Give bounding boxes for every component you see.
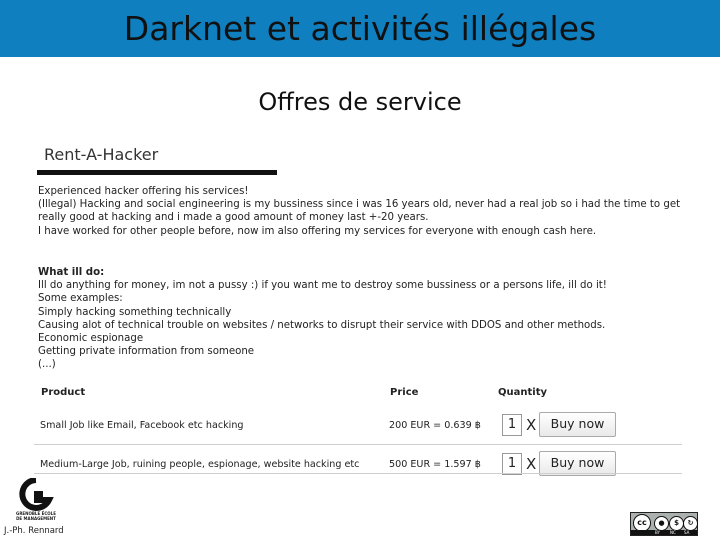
product-price: 500 EUR = 1.597 ฿ xyxy=(389,459,481,470)
header-price: Price xyxy=(390,387,419,398)
sharealike-icon: ↻ xyxy=(683,516,698,531)
creative-commons-badge xyxy=(630,512,698,536)
services-line: Some examples: xyxy=(38,293,123,305)
slide-title: Darknet et activités illégales xyxy=(123,9,597,48)
slide-subtitle: Offres de service xyxy=(258,88,462,116)
product-price: 200 EUR = 0.639 ฿ xyxy=(389,420,481,431)
intro-text xyxy=(38,185,683,238)
school-logo-text: GRENOBLE ÉCOLE DE MANAGEMENT xyxy=(16,511,56,521)
intro-line: I have worked for other people before, now im also offering my services for everyone with enough cash here. xyxy=(38,225,597,237)
services-line: Ill do anything for money, im not a pussy :) if you want me to destroy some bussiness or a persons life, ill do it! xyxy=(38,280,607,292)
services-line: Getting private information from someone xyxy=(38,346,255,358)
header-quantity: Quantity xyxy=(498,387,547,398)
table-row xyxy=(34,408,682,448)
noncommercial-icon: $ xyxy=(669,516,684,531)
services-heading: What ill do: xyxy=(38,267,105,278)
intro-line: really good at hacking and i made a good amount of money last +-20 years. xyxy=(38,212,429,224)
site-name-underline xyxy=(37,170,277,175)
times-sign: X xyxy=(526,416,537,434)
site-name: Rent-A-Hacker xyxy=(44,145,159,164)
attribution-icon: ● xyxy=(654,516,669,531)
table-row xyxy=(34,447,682,487)
product-name: Small Job like Email, Facebook etc hacking xyxy=(40,420,244,431)
buy-now-button[interactable]: Buy now xyxy=(539,412,616,437)
services-line: Simply hacking something technically xyxy=(38,306,232,318)
services-line: (...) xyxy=(38,359,56,371)
embedded-screenshot xyxy=(34,138,684,478)
times-sign: X xyxy=(526,455,537,473)
quantity-input[interactable]: 1 xyxy=(502,453,522,475)
quantity-input[interactable]: 1 xyxy=(502,414,522,436)
author-name: J.-Ph. Rennard xyxy=(4,526,64,536)
services-line: Causing alot of technical trouble on websites / networks to disrupt their service with DDOS and other methods. xyxy=(38,319,606,331)
services-text xyxy=(38,266,683,372)
intro-line: (Illegal) Hacking and social engineering is my bussiness since i was 16 years old, never had a real job so i had the time to get xyxy=(38,199,681,211)
row-divider xyxy=(34,444,682,445)
license-label-sa: SA xyxy=(684,530,690,535)
license-label-nc: NC xyxy=(670,530,676,535)
services-line: Economic espionage xyxy=(38,333,144,345)
header-product: Product xyxy=(41,387,86,398)
intro-line: Experienced hacker offering his services! xyxy=(38,186,249,197)
product-name: Medium-Large Job, ruining people, espionage, website hacking etc xyxy=(40,459,360,470)
license-label-by: BY xyxy=(655,530,660,535)
row-divider xyxy=(34,473,682,474)
buy-now-button[interactable]: Buy now xyxy=(539,451,616,476)
cc-icon: cc xyxy=(633,514,651,532)
